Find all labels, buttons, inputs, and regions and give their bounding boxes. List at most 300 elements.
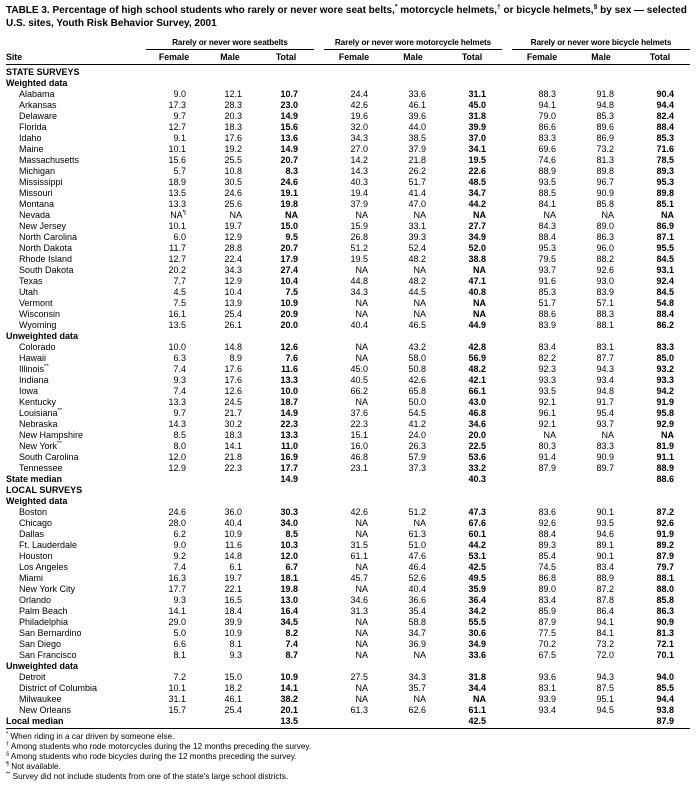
column-header-male: Male (384, 49, 442, 64)
value: 14.3 (168, 418, 186, 429)
value: 17.7 (168, 583, 186, 594)
total-value: 40.8 (468, 286, 486, 297)
value: 46.5 (408, 319, 426, 330)
total-value: 47.3 (468, 506, 486, 517)
column-gap (314, 342, 324, 353)
value: 5.7 (173, 165, 186, 176)
column-gap (502, 232, 512, 243)
value: NA (355, 308, 368, 319)
value: NA (355, 616, 368, 627)
total-value: 34.7 (468, 187, 486, 198)
total-value: 84.5 (656, 286, 674, 297)
value: NA (601, 429, 614, 440)
table-row (6, 562, 690, 573)
total-value: 16.4 (280, 605, 298, 616)
total-value: 84.5 (656, 253, 674, 264)
column-gap (314, 243, 324, 254)
value: 79.5 (538, 253, 556, 264)
value: 91.6 (538, 275, 556, 286)
value: 9.7 (173, 407, 186, 418)
total-value: 30.6 (468, 627, 486, 638)
column-gap (502, 111, 512, 122)
value: 18.3 (224, 429, 242, 440)
value: 30.2 (224, 418, 242, 429)
table-row (6, 320, 690, 331)
value: 9.2 (173, 550, 186, 561)
column-gap (314, 463, 324, 474)
value: 12.7 (168, 253, 186, 264)
site-cell: North Carolina (19, 231, 78, 242)
column-group-bicycle-helmets: Rarely or never wore bicycle helmets (512, 36, 690, 49)
value: 90.9 (596, 451, 614, 462)
value: 22.1 (224, 583, 242, 594)
column-gap (314, 122, 324, 133)
value: 15.6 (168, 154, 186, 165)
value: 4.5 (173, 286, 186, 297)
value: NA (355, 583, 368, 594)
value: 10.0 (168, 341, 186, 352)
column-gap (314, 705, 324, 716)
column-gap (502, 276, 512, 287)
column-gap (502, 364, 512, 375)
section-label: LOCAL SURVEYS (6, 484, 83, 495)
total-value: 31.1 (468, 88, 486, 99)
value: 96.7 (596, 176, 614, 187)
table-row (6, 309, 690, 320)
value: 37.6 (350, 407, 368, 418)
total-value: 78.5 (656, 154, 674, 165)
subsection-row (6, 78, 690, 89)
total-value: 8.2 (285, 627, 298, 638)
total-value: 13.0 (280, 594, 298, 605)
value: 93.5 (538, 176, 556, 187)
total-value: NA (473, 264, 486, 275)
total-value: 34.5 (280, 616, 298, 627)
total-value: 22.6 (468, 165, 486, 176)
total-value: 87.9 (656, 715, 674, 726)
value: NA¶ (170, 209, 186, 220)
total-value: 71.6 (656, 143, 674, 154)
value: 25.5 (224, 154, 242, 165)
site-cell: Hawaii (19, 352, 47, 363)
total-value: 53.6 (468, 451, 486, 462)
site-cell: Houston (19, 550, 53, 561)
value: 93.4 (596, 374, 614, 385)
value: 7.2 (173, 671, 186, 682)
value: 52.6 (408, 572, 426, 583)
column-gap (314, 353, 324, 364)
subsection-row (6, 331, 690, 342)
value: 50.8 (408, 363, 426, 374)
value: 11.7 (169, 242, 186, 253)
column-gap (502, 353, 512, 364)
site-cell: Detroit (19, 671, 46, 682)
value: 90.1 (596, 506, 614, 517)
column-gap (502, 320, 512, 331)
total-value: 90.9 (656, 616, 674, 627)
value: NA (601, 209, 614, 220)
value: 39.9 (224, 616, 242, 627)
column-gap (314, 441, 324, 452)
total-value: 14.9 (280, 110, 298, 121)
total-value: 81.9 (656, 440, 674, 451)
column-gap (502, 342, 512, 353)
total-value: 14.9 (280, 473, 298, 484)
site-cell: New York City (19, 583, 76, 594)
total-value: 8.5 (285, 528, 298, 539)
value: 41.4 (408, 187, 426, 198)
value (324, 716, 384, 727)
total-value: 67.6 (468, 517, 486, 528)
value: 22.4 (224, 253, 242, 264)
column-gap (502, 155, 512, 166)
value: NA (355, 528, 368, 539)
column-gap (502, 298, 512, 309)
site-cell: Arkansas (19, 99, 57, 110)
column-gap (314, 584, 324, 595)
total-value: 86.9 (656, 220, 674, 231)
column-gap (314, 672, 324, 683)
total-value: 44.9 (468, 319, 486, 330)
value: 34.6 (350, 594, 368, 605)
column-gap (314, 518, 324, 529)
subsection-label: Weighted data (6, 77, 68, 88)
total-value: NA (661, 209, 674, 220)
value: 20.3 (224, 110, 242, 121)
total-value: 85.5 (656, 682, 674, 693)
site-cell: San Francisco (19, 649, 77, 660)
column-gap (502, 683, 512, 694)
value: 17.6 (224, 374, 242, 385)
total-value: 43.0 (468, 396, 486, 407)
total-value: 38.8 (468, 253, 486, 264)
table-row (6, 518, 690, 529)
column-gap (314, 221, 324, 232)
total-value: 86.2 (656, 319, 674, 330)
value: 12.7 (168, 121, 186, 132)
site-column-header: Site (6, 49, 146, 64)
value: 23.1 (350, 462, 368, 473)
column-gap (502, 265, 512, 276)
total-value: 10.7 (280, 88, 298, 99)
value: 92.6 (596, 264, 614, 275)
value: 18.2 (224, 682, 242, 693)
value: 89.6 (596, 121, 614, 132)
total-value: 88.6 (656, 473, 674, 484)
value: 89.0 (596, 220, 614, 231)
value: 67.5 (538, 649, 556, 660)
column-gap (314, 419, 324, 430)
total-value: 56.9 (468, 352, 486, 363)
column-gap (314, 364, 324, 375)
total-value: 54.8 (656, 297, 674, 308)
value: 93.7 (538, 264, 556, 275)
site-cell: Los Angeles (19, 561, 69, 572)
value: 9.0 (173, 88, 186, 99)
site-cell: Nebraska (19, 418, 58, 429)
value: 82.2 (538, 352, 556, 363)
column-gap (502, 430, 512, 441)
value: 13.3 (168, 198, 186, 209)
table-row (6, 386, 690, 397)
footnote: * When riding in a car driven by someone else. (6, 730, 175, 741)
value: 87.5 (596, 682, 614, 693)
site-cell: Montana (19, 198, 55, 209)
total-value: 93.1 (656, 264, 674, 275)
total-value: NA (473, 209, 486, 220)
total-value: 46.8 (468, 407, 486, 418)
value: 10.1 (168, 143, 186, 154)
column-gap (502, 408, 512, 419)
value: 51.2 (408, 506, 426, 517)
column-gap (502, 100, 512, 111)
value: 88.2 (596, 253, 614, 264)
total-value: 7.6 (285, 352, 298, 363)
site-cell: Texas (19, 275, 43, 286)
table-row (6, 705, 690, 716)
table-row (6, 408, 690, 419)
total-value: 95.5 (656, 242, 674, 253)
value: NA (355, 638, 368, 649)
column-gap (314, 276, 324, 287)
value: 37.9 (408, 143, 426, 154)
total-value: NA (473, 308, 486, 319)
value: 93.5 (596, 517, 614, 528)
value: 86.9 (596, 132, 614, 143)
column-gap (314, 210, 324, 221)
value: 13.5 (168, 319, 186, 330)
value: 95.1 (596, 693, 614, 704)
table-row (6, 144, 690, 155)
value: 57.9 (408, 451, 426, 462)
column-gap (502, 562, 512, 573)
total-value: 89.2 (656, 539, 674, 550)
column-header-total: Total (442, 49, 502, 64)
value: 94.8 (596, 385, 614, 396)
total-value: 24.6 (280, 176, 298, 187)
total-value: 37.0 (468, 132, 486, 143)
total-value: 27.4 (280, 264, 298, 275)
value: 6.3 (173, 352, 186, 363)
value: 85.4 (538, 550, 556, 561)
value: 40.4 (408, 583, 426, 594)
total-value: 92.4 (656, 275, 674, 286)
site-cell: Wyoming (19, 319, 57, 330)
total-value: 17.9 (280, 253, 298, 264)
value: 44.8 (350, 275, 368, 286)
column-gap (314, 298, 324, 309)
site-cell: Illinois** (19, 363, 49, 374)
total-value: 93.2 (656, 363, 674, 374)
total-value: 18.7 (280, 396, 298, 407)
value: 40.4 (350, 319, 368, 330)
value: 22.3 (224, 462, 242, 473)
table-row (6, 177, 690, 188)
value: 87.9 (538, 462, 556, 473)
footnote: ¶ Not available. (6, 760, 61, 771)
total-value: 85.1 (656, 198, 674, 209)
value: 65.8 (408, 385, 426, 396)
value: 24.6 (224, 187, 242, 198)
total-value: 17.7 (280, 462, 298, 473)
site-cell: South Carolina (19, 451, 79, 462)
site-cell: Wisconsin (19, 308, 61, 319)
value: 25.6 (224, 198, 242, 209)
value: 18.3 (224, 121, 242, 132)
value: 91.8 (596, 88, 614, 99)
value: 19.5 (350, 253, 368, 264)
site-cell: Dallas (19, 528, 45, 539)
site-cell: South Dakota (19, 264, 74, 275)
value: 16.3 (168, 572, 186, 583)
value: 36.0 (224, 506, 242, 517)
site-cell: Vermont (19, 297, 53, 308)
value: 90.9 (596, 187, 614, 198)
column-gap (314, 133, 324, 144)
value: 88.5 (538, 187, 556, 198)
total-value: 95.8 (656, 407, 674, 418)
column-gap (502, 705, 512, 716)
value: 96.0 (596, 242, 614, 253)
total-value: 92.9 (656, 418, 674, 429)
value: 44.0 (408, 121, 426, 132)
total-value: 87.2 (656, 506, 674, 517)
value: 89.1 (596, 539, 614, 550)
site-cell: Delaware (19, 110, 58, 121)
value: 9.3 (173, 594, 186, 605)
value: 85.3 (538, 286, 556, 297)
total-value: 93.8 (656, 704, 674, 715)
value: 13.5 (168, 187, 186, 198)
value: 12.0 (168, 451, 186, 462)
value: 6.1 (229, 561, 242, 572)
value: 7.4 (173, 385, 186, 396)
value: 12.6 (224, 385, 242, 396)
value: 73.2 (596, 638, 614, 649)
table-row (6, 430, 690, 441)
column-gap (502, 210, 512, 221)
value: NA (355, 352, 368, 363)
total-value: 12.0 (280, 550, 298, 561)
value: 37.3 (408, 462, 426, 473)
value: 85.9 (538, 605, 556, 616)
site-cell: Michigan (19, 165, 56, 176)
total-value: 33.6 (468, 649, 486, 660)
value: 51.0 (408, 539, 426, 550)
total-value: 33.2 (468, 462, 486, 473)
value: 16.5 (224, 594, 242, 605)
median-row (6, 474, 690, 485)
table-title: TABLE 3. Percentage of high school students who rarely or never wore seat belts,* motorcycle helmets,† or bicycle helmets,§ by sex — selected U.S. sites, Youth Risk Behavior Survey, 2001 (6, 3, 687, 29)
value: NA (355, 649, 368, 660)
table-row (6, 375, 690, 386)
value: 91.4 (538, 451, 556, 462)
total-value: 13.3 (280, 429, 298, 440)
total-value: 95.3 (656, 176, 674, 187)
value (572, 716, 630, 727)
value: 84.1 (538, 198, 556, 209)
total-value: 38.2 (280, 693, 298, 704)
value: 83.3 (538, 132, 556, 143)
total-value: 34.9 (468, 638, 486, 649)
value: NA (355, 682, 368, 693)
total-value: 61.1 (468, 704, 486, 715)
total-value: 48.5 (468, 176, 486, 187)
table-row (6, 606, 690, 617)
value: 44.5 (408, 286, 426, 297)
column-gap (314, 111, 324, 122)
total-value: 93.3 (656, 374, 674, 385)
value: 7.5 (173, 297, 186, 308)
table-row (6, 199, 690, 210)
value: 26.8 (350, 231, 368, 242)
column-gap (314, 540, 324, 551)
column-gap (502, 529, 512, 540)
subheader-row (6, 49, 690, 64)
column-gap (502, 177, 512, 188)
value: 17.3 (168, 99, 186, 110)
column-gap (314, 595, 324, 606)
subsection-label: Weighted data (6, 495, 68, 506)
value: 31.1 (168, 693, 186, 704)
value: 10.1 (168, 682, 186, 693)
value: 47.0 (408, 198, 426, 209)
value: 10.9 (224, 627, 242, 638)
value: 11.6 (225, 539, 242, 550)
value: 74.6 (538, 154, 556, 165)
value: 31.3 (350, 605, 368, 616)
table-row (6, 188, 690, 199)
table-row (6, 452, 690, 463)
table-row (6, 100, 690, 111)
site-cell: State median (6, 473, 63, 484)
value (384, 716, 442, 727)
column-gap (314, 683, 324, 694)
value: 27.5 (350, 671, 368, 682)
total-value: 40.3 (468, 473, 486, 484)
value: NA (413, 517, 426, 528)
value: NA (355, 209, 368, 220)
value: NA (413, 308, 426, 319)
value: 42.6 (350, 506, 368, 517)
total-value: 34.9 (468, 231, 486, 242)
value: 9.0 (173, 539, 186, 550)
value: 36.6 (408, 594, 426, 605)
table-row (6, 221, 690, 232)
value: 88.6 (538, 308, 556, 319)
column-gap (502, 672, 512, 683)
total-value: 70.1 (656, 649, 674, 660)
value: 37.9 (350, 198, 368, 209)
value: 61.3 (408, 528, 426, 539)
value: 58.8 (408, 616, 426, 627)
value: 66.2 (350, 385, 368, 396)
value: 34.3 (224, 264, 242, 275)
total-value: 20.7 (280, 154, 298, 165)
subsection-label: Unweighted data (6, 330, 79, 341)
table-row (6, 551, 690, 562)
site-cell: Kentucky (19, 396, 57, 407)
value: 88.9 (538, 165, 556, 176)
value: 31.5 (350, 539, 368, 550)
table-row (6, 617, 690, 628)
total-value: 91.9 (656, 528, 674, 539)
column-gap (314, 562, 324, 573)
value: 15.0 (224, 671, 242, 682)
value: 12.9 (224, 275, 242, 286)
value: 21.7 (224, 407, 242, 418)
value: 83.6 (538, 506, 556, 517)
